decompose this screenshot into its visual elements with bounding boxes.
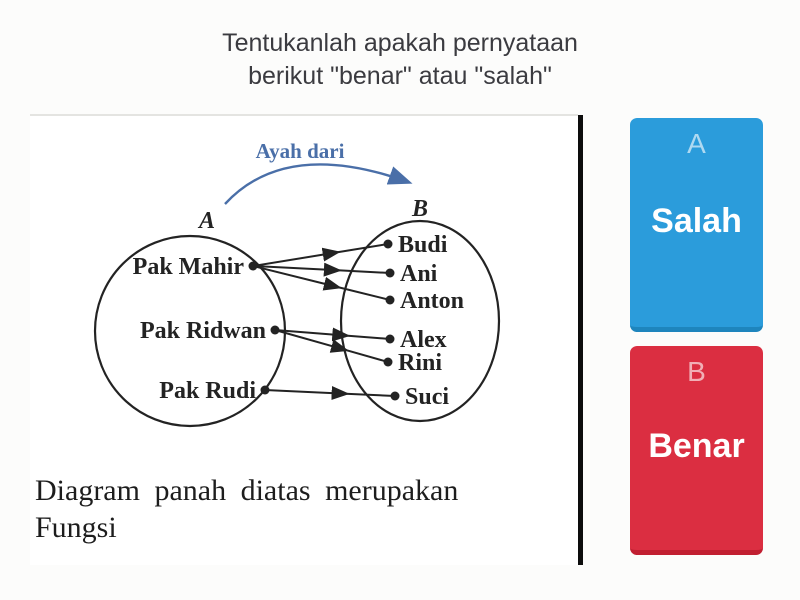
set-b-member-label: Budi [398,232,448,258]
answer-button-salah[interactable] [630,118,763,332]
set-a-member-label: Pak Ridwan [139,318,266,344]
member-dot [249,262,258,271]
member-dot [386,296,395,305]
image-divider-line [578,115,583,565]
image-caption-line1: Diagram panah diatas merupakan [35,474,459,507]
set-a-label: A [198,208,216,234]
set-b-member-label: Ani [400,261,438,287]
member-dot [271,326,280,335]
member-dot [384,240,393,249]
member-dot [391,392,400,401]
relation-arrow [225,164,408,204]
set-b-member-label: Suci [405,384,450,410]
member-dot [386,269,395,278]
image-caption [35,472,458,546]
answer-label: Salah [651,201,742,240]
question-image [30,114,578,565]
question-title [0,27,800,93]
question-title-line2: berikut "benar" atau "salah" [248,62,552,90]
answer-key: A [687,128,706,159]
set-a-member-label: Pak Rudi [159,378,256,404]
set-b-label: B [411,196,429,222]
answer-key: B [687,356,706,387]
answer-button-benar[interactable] [630,346,763,555]
set-b-member-label: Alex [400,327,447,353]
answer-list [630,118,763,555]
set-b-member-label: Rini [398,350,443,376]
relation-label: Ayah dari [255,139,345,163]
diagram-svg [30,116,578,472]
member-dot [386,335,395,344]
answer-label: Benar [648,426,745,465]
mapping-arrow [253,244,388,266]
set-a-member-label: Pak Mahir [132,254,244,280]
image-caption-line2: Fungsi [35,511,117,544]
question-title-line1: Tentukanlah apakah pernyataan [222,29,578,57]
member-dot [261,386,270,395]
set-b-member-label: Anton [400,288,465,314]
member-dot [384,358,393,367]
mapping-arrow [265,390,395,396]
